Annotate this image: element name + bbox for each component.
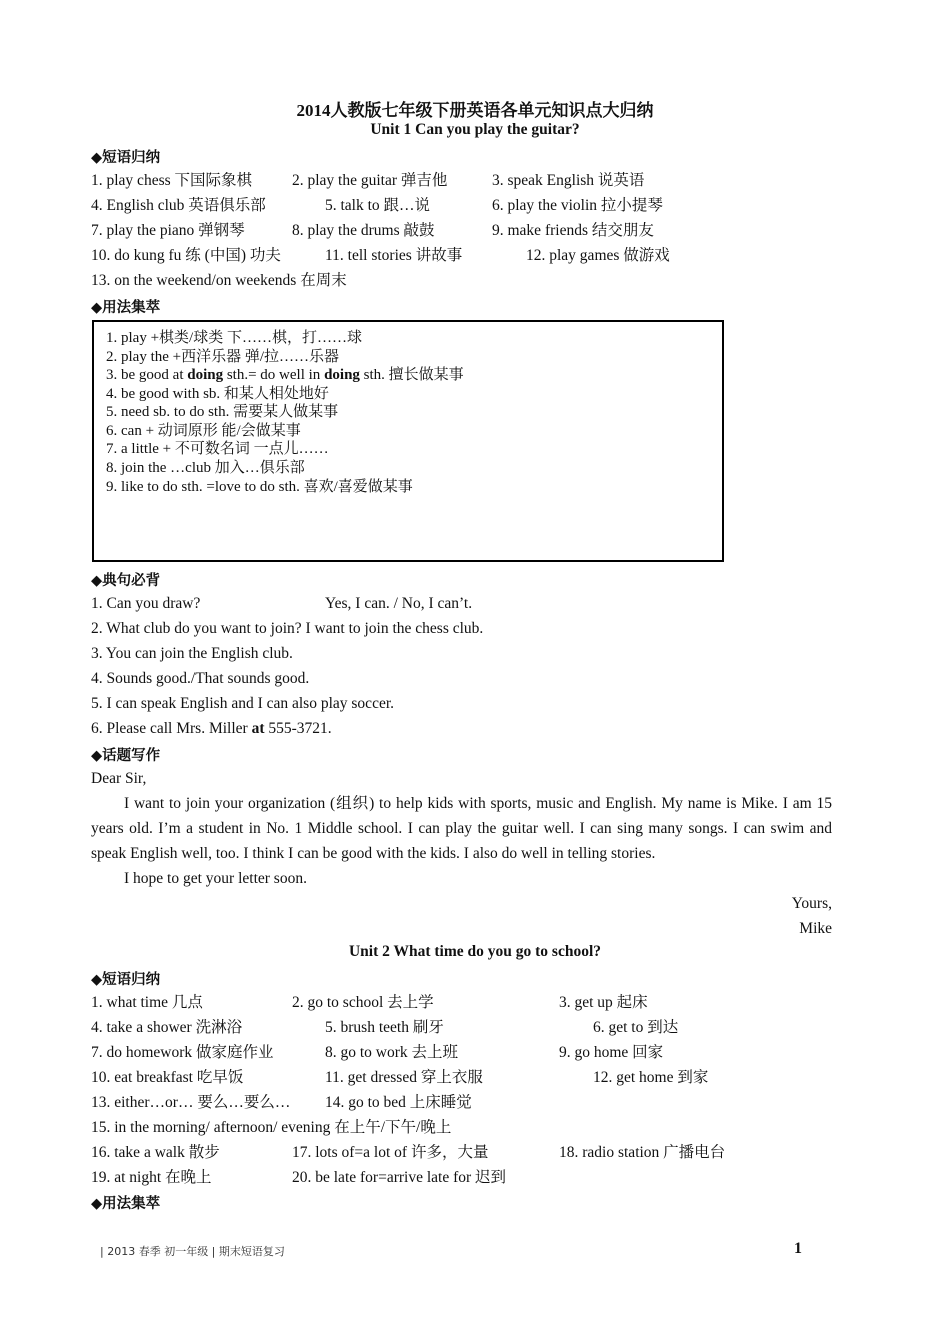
phrase-item: 8. play the drums 敲鼓 — [292, 222, 435, 239]
phrase-item: 1. what time 几点 — [91, 994, 203, 1011]
unit2-title: Unit 2 What time do you go to school? — [348, 943, 602, 960]
phrase-item: 10. eat breakfast 吃早饭 — [91, 1069, 244, 1086]
phrase-item: 5. talk to 跟…说 — [325, 197, 431, 214]
phrase-item: 1. play chess 下国际象棋 — [91, 172, 253, 189]
letter-closing: Yours, — [791, 895, 832, 912]
phrase-item: 4. take a shower 洗淋浴 — [91, 1019, 243, 1036]
usage-line: 6. can + 动词原形 能/会做某事 — [106, 423, 301, 439]
phrase-item: 14. go to bed 上床睡觉 — [325, 1094, 472, 1111]
sentence-row: 3. You can join the English club. — [91, 645, 293, 662]
letter-greeting: Dear Sir, — [91, 770, 147, 787]
phrase-item: 17. lots of=a lot of 许多，大量 — [292, 1144, 489, 1161]
usage-text: 3. be good at — [106, 367, 188, 383]
sentence-row: 5. I can speak English and I can also play soccer. — [91, 695, 395, 712]
phrase-item: 12. get home 到家 — [593, 1069, 709, 1086]
letter-paragraph: I want to join your organization (组织) to help kids with sports, music and English. My name is Mike. I am 15 years old. I’m a student in No. 1 Middle school. I can play the guitar well. I can sing many songs. I can swim and speak English well, too. I think I can be good with the kids. I also do well in telling stories. — [91, 795, 832, 862]
phrase-item: 19. at night 在晚上 — [91, 1169, 212, 1186]
unit1-usage-heading: ◆用法集萃 — [91, 300, 161, 316]
unit1-writing-heading: ◆话题写作 — [91, 748, 161, 764]
unit1-phrases-heading: ◆短语归纳 — [91, 150, 161, 166]
phrase-item: 15. in the morning/ afternoon/ evening 在上午/下午/晚上 — [91, 1119, 452, 1136]
usage-line — [106, 366, 464, 385]
letter-paragraph: I hope to get your letter soon. — [124, 870, 307, 887]
sentence-keyword: at — [251, 720, 265, 737]
usage-text: sth. 擅长做某事 — [359, 367, 464, 383]
footer-caption: | 2013 春季 初一年级 | 期末短语复习 — [100, 1245, 285, 1258]
sentence-row — [91, 716, 332, 741]
phrase-item: 4. English club 英语俱乐部 — [91, 197, 266, 214]
usage-text: sth.= do well in — [223, 367, 325, 383]
phrase-item: 20. be late for=arrive late for 迟到 — [292, 1169, 507, 1186]
phrase-item: 9. make friends 结交朋友 — [492, 222, 654, 239]
unit2-usage-heading: ◆用法集萃 — [91, 1196, 161, 1212]
phrase-item: 13. either…or… 要么…要么… — [91, 1094, 291, 1111]
phrase-item: 11. tell stories 讲故事 — [325, 247, 463, 264]
phrase-item: 9. go home 回家 — [559, 1044, 664, 1061]
page-number: 1 — [794, 1240, 802, 1257]
phrase-item: 7. do homework 做家庭作业 — [91, 1044, 274, 1061]
letter-signature: Mike — [799, 920, 832, 937]
sentence-text: 1. Can you draw? — [91, 595, 201, 612]
phrase-item: 7. play the piano 弹钢琴 — [91, 222, 245, 239]
sentence-row: 2. What club do you want to join? I want to join the chess club. — [91, 620, 484, 637]
phrase-item: 5. brush teeth 刷牙 — [325, 1019, 444, 1036]
phrase-item: 18. radio station 广播电台 — [559, 1144, 726, 1161]
usage-line: 2. play the +西洋乐器 弹/拉……乐器 — [106, 349, 340, 365]
usage-line: 7. a little + 不可数名词 一点儿…… — [106, 441, 329, 457]
sentence-text: Yes, I can. / No, I can’t. — [325, 595, 473, 612]
usage-line: 4. be good with sb. 和某人相处地好 — [106, 386, 329, 402]
usage-keyword: doing — [324, 367, 360, 383]
usage-box — [92, 320, 724, 562]
phrase-item: 2. go to school 去上学 — [292, 994, 434, 1011]
unit1-sentences-heading: ◆典句必背 — [91, 573, 161, 589]
sentence-text: 6. Please call Mrs. Miller — [91, 720, 252, 737]
phrase-item: 6. play the violin 拉小提琴 — [492, 197, 663, 214]
usage-line: 8. join the …club 加入…俱乐部 — [106, 460, 305, 476]
usage-line: 9. like to do sth. =love to do sth. 喜欢/喜爱做某事 — [106, 479, 413, 495]
phrase-item: 3. get up 起床 — [559, 994, 648, 1011]
phrase-item: 8. go to work 去上班 — [325, 1044, 459, 1061]
sentence-row: 4. Sounds good./That sounds good. — [91, 670, 310, 687]
usage-keyword: doing — [187, 367, 224, 383]
phrase-item: 10. do kung fu 练 (中国) 功夫 — [91, 247, 281, 264]
phrase-item: 16. take a walk 散步 — [91, 1144, 220, 1161]
phrase-item: 12. play games 做游戏 — [526, 247, 670, 264]
phrase-item: 6. get to 到达 — [593, 1019, 679, 1036]
phrase-item: 3. speak English 说英语 — [492, 172, 645, 189]
unit1-title: Unit 1 Can you play the guitar? — [370, 121, 580, 138]
usage-line: 5. need sb. to do sth. 需要某人做某事 — [106, 404, 339, 420]
sentence-text: 555-3721. — [264, 720, 332, 737]
phrase-item: 2. play the guitar 弹吉他 — [292, 172, 448, 189]
unit2-phrases-heading: ◆短语归纳 — [91, 972, 161, 988]
document-title: 2014人教版七年级下册英语各单元知识点大归纳 — [296, 101, 654, 120]
usage-line: 1. play +棋类/球类 下……棋，打……球 — [106, 330, 362, 346]
phrase-item: 11. get dressed 穿上衣服 — [325, 1069, 483, 1086]
phrase-item: 13. on the weekend/on weekends 在周末 — [91, 272, 347, 289]
